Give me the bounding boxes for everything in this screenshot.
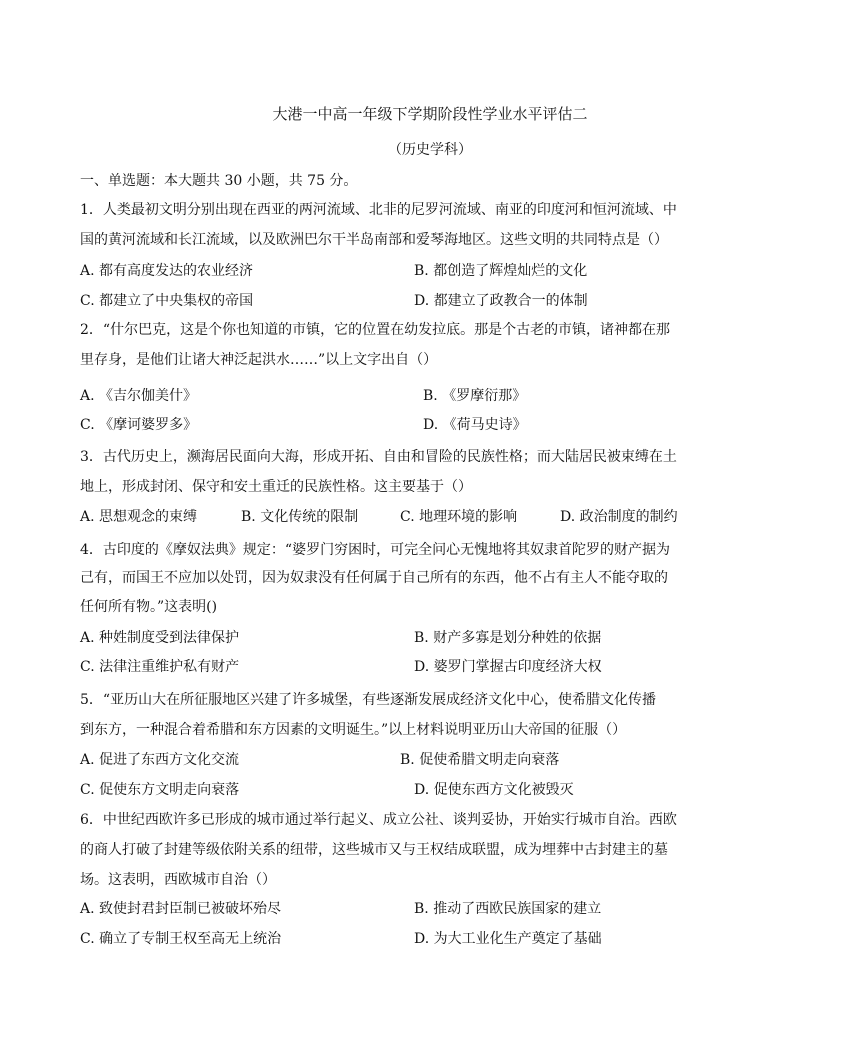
q4-stem-line2: 己有，而国王不应加以处罚，因为奴隶没有任何属于自己所有的东西，他不占有主人不能夺取的 [80,570,668,586]
q4-stem-line1: 4．古印度的《摩奴法典》规定：“婆罗门穷困时，可完全问心无愧地将其奴隶首陀罗的财产据为 [80,542,671,558]
q2-option-a: A. 《吉尔伽美什》 [80,388,198,404]
q4-option-d: D. 婆罗门掌握古印度经济大权 [414,659,602,675]
q3-option-b: B. 文化传统的限制 [241,509,359,525]
q6-option-c: C. 确立了专制王权至高无上统治 [80,931,282,947]
q1-stem-line2: 国的黄河流域和长江流域，以及欧洲巴尔干半岛南部和爱琴海地区。这些文明的共同特点是（） [80,232,668,248]
q6-option-d: D. 为大工业化生产奠定了基础 [414,931,602,947]
q4-option-b: B. 财产多寡是划分种姓的依据 [414,630,602,646]
q6-option-a: A. 致使封君封臣制已被破坏殆尽 [80,901,282,917]
exam-subject: （历史学科） [388,142,472,158]
q5-option-a: A. 促进了东西方文化交流 [80,752,240,768]
q5-stem-line2: 到东方，一种混合着希腊和东方因素的文明诞生。”以上材料说明亚历山大帝国的征服（） [80,722,627,738]
section-heading: 一、单选题：本大题共 30 小题，共 75 分。 [80,173,358,189]
q6-stem-line1: 6．中世纪西欧许多已形成的城市通过举行起义、成立公社、谈判妥协，开始实行城市自治。西欧 [80,812,677,828]
q1-stem-line1: 1．人类最初文明分别出现在西亚的两河流域、北非的尼罗河流域、南亚的印度河和恒河流域、中 [80,202,677,218]
q2-stem-line2: 里存身，是他们让诸大神泛起洪水……”以上文字出自（） [80,352,438,368]
q2-option-d: D. 《荷马史诗》 [423,417,527,433]
q3-option-d: D. 政治制度的制约 [560,509,678,525]
q5-stem-line1: 5．“亚历山大在所征服地区兴建了许多城堡，有些逐渐发展成经济文化中心，使希腊文化传播 [80,692,657,708]
q6-option-b: B. 推动了西欧民族国家的建立 [414,901,602,917]
q5-option-d: D. 促使东西方文化被毁灭 [414,782,574,798]
q2-option-c: C. 《摩诃婆罗多》 [80,417,198,433]
q1-option-d: D. 都建立了政教合一的体制 [414,293,588,309]
q3-stem-line1: 3．古代历史上，濒海居民面向大海，形成开拓、自由和冒险的民族性格；而大陆居民被束缚在土 [80,449,677,465]
q4-stem-line3: 任何所有物。”这表明() [80,599,218,615]
q3-option-a: A. 思想观念的束缚 [80,509,198,525]
q3-option-c: C. 地理环境的影响 [400,509,518,525]
q1-option-c: C. 都建立了中央集权的帝国 [80,293,254,309]
q4-option-a: A. 种姓制度受到法律保护 [80,630,240,646]
q2-stem-line1: 2．“什尔巴克，这是个你也知道的市镇，它的位置在幼发拉底。那是个古老的市镇，诸神都在那 [80,322,671,338]
q2-option-b: B. 《罗摩衍那》 [423,388,527,404]
q5-option-b: B. 促使希腊文明走向衰落 [400,752,560,768]
q4-option-c: C. 法律注重维护私有财产 [80,659,240,675]
exam-title: 大港一中高一年级下学期阶段性学业水平评估二 [272,105,588,123]
q6-stem-line3: 场。这表明，西欧城市自治（） [80,872,276,888]
q1-option-b: B. 都创造了辉煌灿烂的文化 [414,263,588,279]
q6-stem-line2: 的商人打破了封建等级依附关系的纽带，这些城市又与王权结成联盟，成为埋葬中古封建主的墓 [80,842,668,858]
q5-option-c: C. 促使东方文明走向衰落 [80,782,240,798]
q1-option-a: A. 都有高度发达的农业经济 [80,263,254,279]
q3-stem-line2: 地上，形成封闭、保守和安土重迁的民族性格。这主要基于（） [80,479,472,495]
